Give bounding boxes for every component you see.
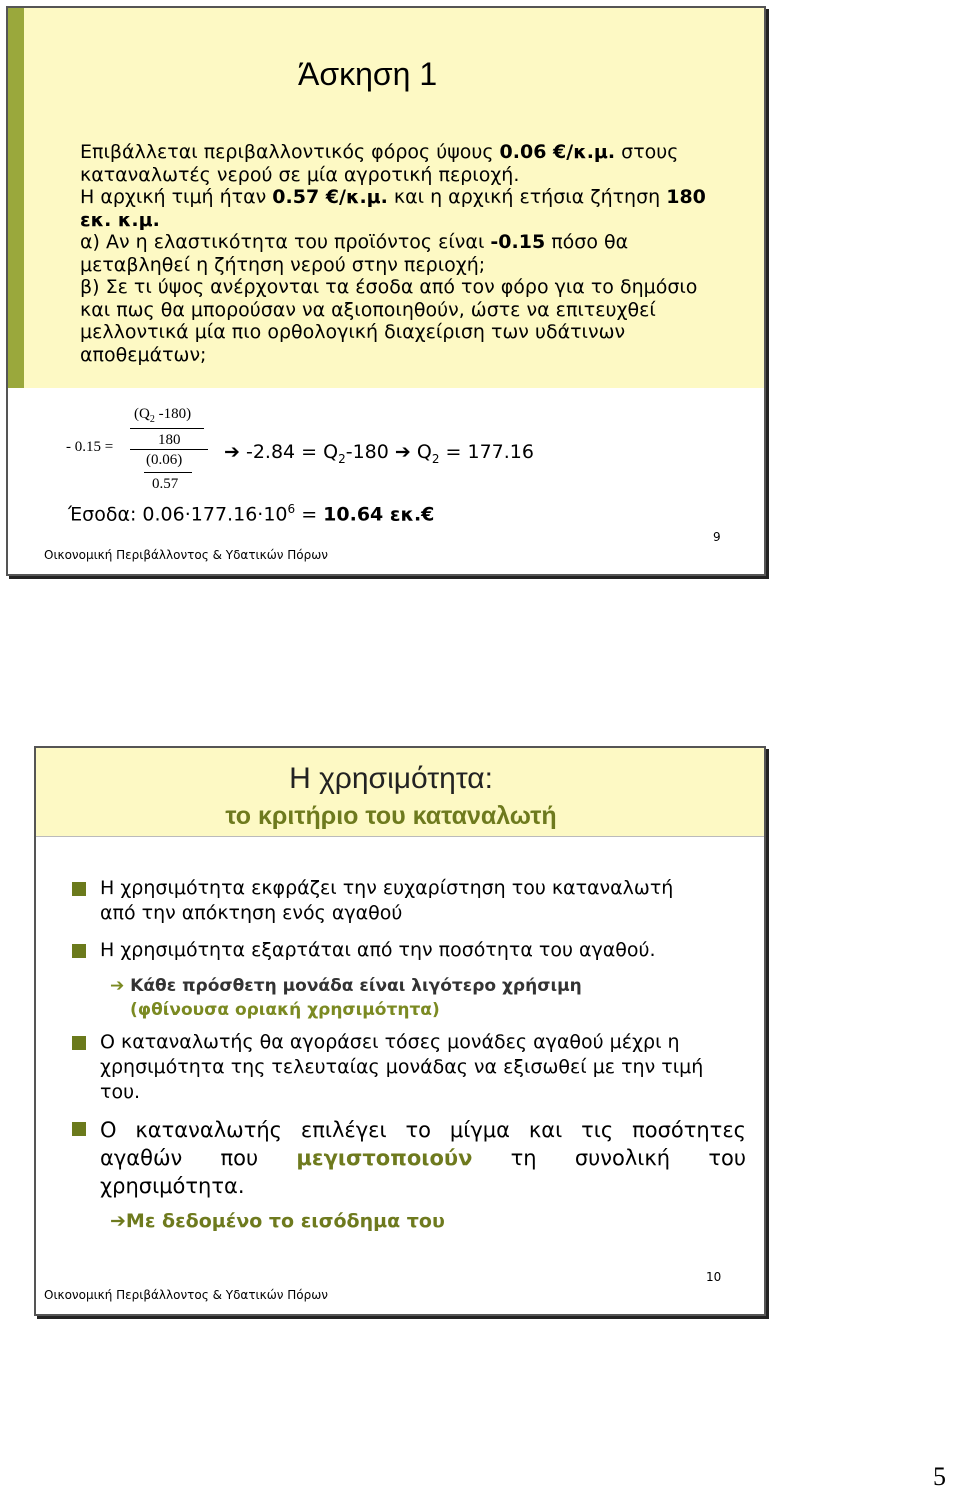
slide-footer: Οικονομική Περιβάλλοντος & Υδατικών Πόρων: [44, 548, 328, 562]
arrow-icon: ➔: [110, 1210, 126, 1232]
text-line: καταναλωτές νερού σε μία αγροτική περιοχή.: [80, 163, 520, 186]
slide-title: Η χρησιμότητα:: [289, 762, 493, 795]
arrow-icon: ➔: [224, 441, 240, 463]
slide-footer: Οικονομική Περιβάλλοντος & Υδατικών Πόρων: [44, 1288, 328, 1302]
sub-point: ➔Με δεδομένο το εισόδημα του: [110, 1210, 445, 1232]
text-line: και πως θα μπορούσαν να αξιοποιηθούν, ώστε να επιτευχθεί: [80, 298, 656, 321]
arrow-icon: ➔: [110, 976, 125, 996]
text-line: α) Αν η ελαστικότητα του προϊόντος είναι -0.15 πόσο θα: [80, 231, 629, 253]
exercise-text: [80, 141, 750, 366]
square-bullet-icon: [72, 882, 86, 896]
text-line: Επιβάλλεται περιβαλλοντικός φόρος ύψους 0.06 €/κ.μ. στους: [80, 141, 679, 163]
sub-point: ➔ Κάθε πρόσθετη μονάδα είναι λιγότερο χρήσιμη (φθίνουσα οριακή χρησιμότητα): [110, 976, 582, 1020]
bullet-text: Η χρησιμότητα εξαρτάται από την ποσότητα του αγαθού.: [100, 939, 656, 961]
square-bullet-icon: [72, 1122, 86, 1136]
text-line: Η αρχική τιμή ήταν 0.57 €/κ.μ. και η αρχική ετήσια ζήτηση 180: [80, 186, 706, 208]
bullet-text: Ο καταναλωτής επιλέγει το μίγμα και τις ποσότητες αγαθών που μεγιστοποιούν τη συνολική του χρησιμότητα.: [100, 1118, 746, 1198]
slide-subtitle: το κριτήριο του καταναλωτή: [225, 802, 557, 830]
formula-tax: (0.06): [146, 452, 183, 468]
text-line: μεταβληθεί η ζήτηση νερού στην περιοχή;: [80, 253, 486, 276]
square-bullet-icon: [72, 1036, 86, 1050]
slide-title: Άσκηση 1: [298, 56, 438, 92]
fraction-line-top: [130, 428, 204, 429]
formula-price: 0.57: [152, 476, 179, 492]
revenue-line: Έσοδα: $0.06\cdot 177.16\cdot 10^6 = 10.64$ εκ.€: [68, 502, 435, 526]
bullet-text: Ο καταναλωτής θα αγοράσει τόσες μονάδες αγαθού μέχρι η χρησιμότητα της τελευταίας μονάδας να εξισωθεί με την τιμή του.: [100, 1031, 704, 1103]
arrow-icon: ➔: [394, 441, 411, 463]
bullet-text: Η χρησιμότητα εκφράζει την ευχαρίστηση του καταναλωτή από την απόκτηση ενός αγαθού: [100, 877, 674, 924]
text-line: μελλοντικά μία πιο ορθολογική διαχείριση των υδάτινων: [80, 321, 626, 343]
text-line: β) Σε τι ύψος ανέρχονται τα έσοδα από τον φόρο για το δημόσιο: [80, 276, 698, 298]
page-number: 5: [933, 1462, 946, 1491]
fraction-line-bottom: [144, 472, 192, 473]
slide-number: 10: [706, 1270, 722, 1284]
fraction-line-main: [130, 449, 208, 450]
square-bullet-icon: [72, 944, 86, 958]
divider: [36, 836, 764, 837]
equation-result: ➔ $-2.84 = Q_2-180$ ➔ $Q_2 = 177.16$: [224, 441, 534, 466]
text-line: αποθεμάτων;: [80, 343, 207, 366]
formula-lhs: - 0.15 =: [66, 439, 114, 455]
slide-10: [34, 746, 766, 1316]
text-line: εκ. κ.μ.: [80, 208, 160, 231]
slide-number: 9: [713, 530, 721, 544]
slide-9: [6, 6, 766, 576]
formula-numerator: ($Q_2$ -180): [134, 406, 192, 425]
olive-accent-strip: [8, 8, 24, 388]
formula-180: 180: [158, 432, 181, 448]
